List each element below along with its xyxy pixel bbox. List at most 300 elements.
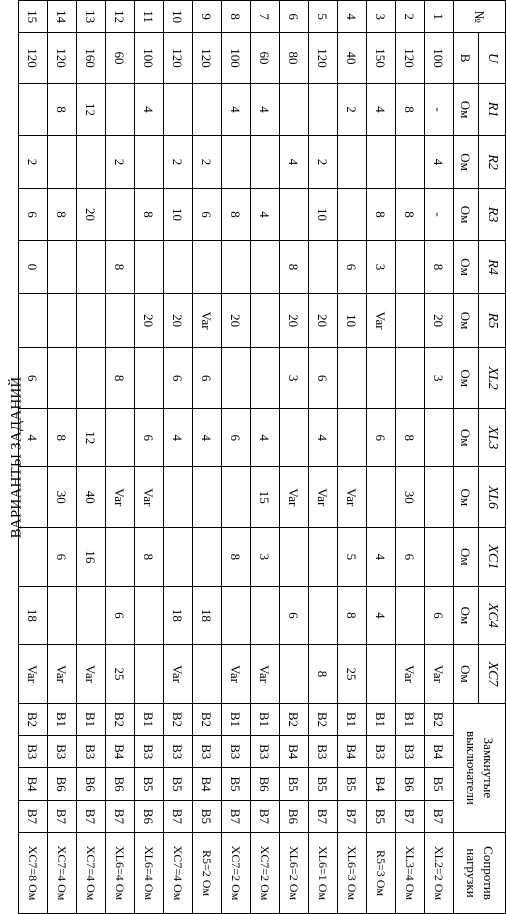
param-cell <box>135 645 164 704</box>
param-cell <box>135 241 164 294</box>
table-row <box>222 1 251 914</box>
param-cell: 3 <box>367 241 396 294</box>
switch-cell: В6 <box>135 800 164 832</box>
param-cell: 4 <box>425 136 454 189</box>
param-cell: 6 <box>193 348 222 409</box>
param-cell: 16 <box>77 528 106 587</box>
param-cell: 8 <box>106 348 135 409</box>
row-number: 2 <box>396 1 425 33</box>
param-cell <box>280 645 309 704</box>
header-xc7: XC7 <box>479 645 506 704</box>
param-cell: 4 <box>280 136 309 189</box>
param-cell <box>164 241 193 294</box>
param-cell: Var <box>48 645 77 704</box>
param-cell: 25 <box>338 645 367 704</box>
param-cell: Var <box>425 645 454 704</box>
row-number: 8 <box>222 1 251 33</box>
param-cell: 120 <box>19 33 48 83</box>
param-cell: 3 <box>251 528 280 587</box>
param-cell: 120 <box>309 33 338 83</box>
param-cell <box>77 136 106 189</box>
param-cell: 12 <box>77 408 106 467</box>
switch-cell: В7 <box>309 800 338 832</box>
param-cell: 0 <box>19 241 48 294</box>
table-row <box>193 1 222 914</box>
switch-cell: В6 <box>106 768 135 800</box>
switch-cell: В7 <box>19 800 48 832</box>
param-cell: 2 <box>338 83 367 136</box>
table-row <box>77 1 106 914</box>
unit-u: В <box>454 33 479 83</box>
param-cell <box>106 528 135 587</box>
switch-cell: В7 <box>77 800 106 832</box>
switch-cell: В7 <box>48 800 77 832</box>
switch-cell: В5 <box>309 768 338 800</box>
load-cell: XL3=4 Ом <box>396 833 425 914</box>
switch-cell: В3 <box>396 736 425 768</box>
param-cell <box>164 528 193 587</box>
param-cell: 20 <box>425 293 454 348</box>
param-cell <box>338 188 367 241</box>
switch-cell: В3 <box>222 736 251 768</box>
param-cell: 3 <box>425 348 454 409</box>
param-cell: 6 <box>135 408 164 467</box>
param-cell: 6 <box>193 188 222 241</box>
param-cell: 12 <box>77 83 106 136</box>
param-cell <box>338 408 367 467</box>
param-cell <box>19 83 48 136</box>
row-number: 15 <box>19 1 48 33</box>
param-cell <box>222 586 251 645</box>
header-r4: R4 <box>479 241 506 294</box>
switch-cell: В1 <box>338 703 367 735</box>
param-cell: 4 <box>222 83 251 136</box>
param-cell <box>222 348 251 409</box>
load-cell: XC7=2 Ом <box>251 833 280 914</box>
table-row <box>280 1 309 914</box>
param-cell <box>367 467 396 528</box>
table-row <box>396 1 425 914</box>
header-u: U <box>479 33 506 83</box>
unit-xc1: Ом <box>454 528 479 587</box>
row-number: 3 <box>367 1 396 33</box>
param-cell: Var <box>251 645 280 704</box>
param-cell: Var <box>106 467 135 528</box>
param-cell: 8 <box>280 241 309 294</box>
variants-table <box>18 0 506 914</box>
param-cell: 6 <box>309 348 338 409</box>
switch-cell: В5 <box>280 768 309 800</box>
param-cell: 4 <box>193 408 222 467</box>
load-cell: XC7=2 Ом <box>222 833 251 914</box>
param-cell: 4 <box>19 408 48 467</box>
param-cell: 6 <box>164 348 193 409</box>
param-cell <box>425 408 454 467</box>
param-cell <box>164 467 193 528</box>
switch-cell: В2 <box>106 703 135 735</box>
header-num: № <box>454 1 506 33</box>
param-cell: 20 <box>77 188 106 241</box>
row-number: 9 <box>193 1 222 33</box>
param-cell: 30 <box>48 467 77 528</box>
param-cell: 4 <box>309 408 338 467</box>
param-cell <box>106 188 135 241</box>
param-cell <box>19 467 48 528</box>
param-cell <box>367 645 396 704</box>
header-xl2: XL2 <box>479 348 506 409</box>
load-cell: XL6=1 Ом <box>309 833 338 914</box>
row-number: 1 <box>425 1 454 33</box>
param-cell: Var <box>367 293 396 348</box>
header-load: Сопротив нагрузки <box>454 833 506 914</box>
param-cell: 15 <box>251 467 280 528</box>
param-cell: 4 <box>367 528 396 587</box>
param-cell <box>193 645 222 704</box>
row-number: 14 <box>48 1 77 33</box>
load-cell: XL6=4 Ом <box>106 833 135 914</box>
unit-xc4: Ом <box>454 586 479 645</box>
param-cell: 8 <box>396 83 425 136</box>
table-row <box>309 1 338 914</box>
param-cell: 60 <box>251 33 280 83</box>
param-cell: 80 <box>280 33 309 83</box>
param-cell: 6 <box>19 188 48 241</box>
table-row <box>48 1 77 914</box>
param-cell: 18 <box>164 586 193 645</box>
unit-r2: Ом <box>454 136 479 189</box>
param-cell: 6 <box>48 528 77 587</box>
switch-cell: В5 <box>135 768 164 800</box>
param-cell: 120 <box>193 33 222 83</box>
param-cell: 2 <box>164 136 193 189</box>
param-cell <box>396 293 425 348</box>
param-cell <box>106 293 135 348</box>
param-cell: 8 <box>396 188 425 241</box>
param-cell: Var <box>135 467 164 528</box>
param-cell <box>106 83 135 136</box>
param-cell <box>164 83 193 136</box>
table-row <box>367 1 396 914</box>
param-cell: 6 <box>338 241 367 294</box>
param-cell <box>193 241 222 294</box>
table-row <box>251 1 280 914</box>
param-cell <box>135 586 164 645</box>
switch-cell: В7 <box>425 800 454 832</box>
param-cell: 6 <box>367 408 396 467</box>
param-cell: 100 <box>222 33 251 83</box>
switch-cell: В1 <box>251 703 280 735</box>
switch-cell: В3 <box>77 736 106 768</box>
switch-cell: В4 <box>280 736 309 768</box>
param-cell <box>77 241 106 294</box>
param-cell: - <box>425 83 454 136</box>
param-cell <box>77 293 106 348</box>
switch-cell: В6 <box>280 800 309 832</box>
header-row <box>479 1 506 914</box>
param-cell <box>251 348 280 409</box>
load-cell: XL6=4 Ом <box>135 833 164 914</box>
switch-cell: В4 <box>193 768 222 800</box>
param-cell: 4 <box>135 83 164 136</box>
unit-r5: Ом <box>454 293 479 348</box>
param-cell: 8 <box>396 408 425 467</box>
row-number: 7 <box>251 1 280 33</box>
switch-cell: В3 <box>19 736 48 768</box>
switch-cell: В2 <box>425 703 454 735</box>
param-cell <box>367 348 396 409</box>
switch-cell: В5 <box>222 768 251 800</box>
variants-table-wrap <box>25 0 506 914</box>
switch-cell: В5 <box>164 768 193 800</box>
switch-cell: В1 <box>48 703 77 735</box>
load-cell: XC7=8 Ом <box>19 833 48 914</box>
param-cell: Var <box>338 467 367 528</box>
switch-cell: В2 <box>309 703 338 735</box>
table-row <box>338 1 367 914</box>
param-cell: 10 <box>309 188 338 241</box>
param-cell <box>48 293 77 348</box>
param-cell: 8 <box>135 528 164 587</box>
switch-cell: В2 <box>19 703 48 735</box>
param-cell <box>396 241 425 294</box>
param-cell: 8 <box>222 528 251 587</box>
param-cell: Var <box>309 467 338 528</box>
param-cell: 6 <box>106 586 135 645</box>
table-row <box>425 1 454 914</box>
param-cell: Var <box>396 645 425 704</box>
param-cell <box>77 586 106 645</box>
param-cell <box>222 136 251 189</box>
param-cell: Var <box>164 645 193 704</box>
load-cell: XL6=3 Ом <box>338 833 367 914</box>
param-cell <box>19 528 48 587</box>
param-cell: 8 <box>309 645 338 704</box>
load-cell: XC7=4 Ом <box>48 833 77 914</box>
param-cell: 10 <box>338 293 367 348</box>
param-cell: 20 <box>222 293 251 348</box>
switch-cell: В5 <box>193 800 222 832</box>
row-number: 11 <box>135 1 164 33</box>
param-cell: 6 <box>19 348 48 409</box>
param-cell <box>48 586 77 645</box>
row-number: 12 <box>106 1 135 33</box>
param-cell: 6 <box>425 586 454 645</box>
switch-cell: В4 <box>19 768 48 800</box>
param-cell: 20 <box>135 293 164 348</box>
param-cell: 8 <box>48 83 77 136</box>
switch-cell: В1 <box>222 703 251 735</box>
param-cell: 6 <box>280 586 309 645</box>
header-xl3: XL3 <box>479 408 506 467</box>
param-cell <box>396 586 425 645</box>
param-cell: 30 <box>396 467 425 528</box>
switch-cell: В3 <box>309 736 338 768</box>
param-cell <box>48 136 77 189</box>
param-cell: Var <box>193 293 222 348</box>
param-cell <box>309 528 338 587</box>
param-cell <box>222 241 251 294</box>
param-cell <box>280 188 309 241</box>
param-cell: 4 <box>367 83 396 136</box>
switch-cell: В1 <box>77 703 106 735</box>
load-cell: XC7=4 Ом <box>164 833 193 914</box>
param-cell <box>251 136 280 189</box>
switch-cell: В5 <box>425 768 454 800</box>
param-cell <box>338 348 367 409</box>
param-cell <box>48 348 77 409</box>
param-cell: Var <box>19 645 48 704</box>
param-cell: 40 <box>77 467 106 528</box>
param-cell: 4 <box>164 408 193 467</box>
header-switches: Замкнутые выключатели <box>454 703 506 832</box>
param-cell <box>193 83 222 136</box>
switch-cell: В7 <box>164 800 193 832</box>
param-cell: Var <box>77 645 106 704</box>
row-number: 4 <box>338 1 367 33</box>
header-xc1: XC1 <box>479 528 506 587</box>
param-cell <box>309 83 338 136</box>
param-cell <box>309 586 338 645</box>
switch-cell: В7 <box>338 800 367 832</box>
unit-xl6: Ом <box>454 467 479 528</box>
param-cell <box>251 293 280 348</box>
param-cell <box>309 241 338 294</box>
table-row <box>19 1 48 914</box>
param-cell: 150 <box>367 33 396 83</box>
switch-cell: В7 <box>396 800 425 832</box>
param-cell: 8 <box>425 241 454 294</box>
param-cell: 2 <box>309 136 338 189</box>
switch-cell: В6 <box>77 768 106 800</box>
param-cell: 100 <box>425 33 454 83</box>
switch-cell: В1 <box>135 703 164 735</box>
load-cell: R5=2 Ом <box>193 833 222 914</box>
param-cell: 60 <box>106 33 135 83</box>
load-cell: XL6=2 Ом <box>280 833 309 914</box>
switch-cell: В3 <box>135 736 164 768</box>
param-cell: 18 <box>19 586 48 645</box>
switch-cell: В1 <box>367 703 396 735</box>
param-cell: 3 <box>280 348 309 409</box>
param-cell <box>367 136 396 189</box>
param-cell <box>251 586 280 645</box>
param-cell: 120 <box>164 33 193 83</box>
param-cell <box>106 408 135 467</box>
switch-cell: В7 <box>251 800 280 832</box>
header-r2: R2 <box>479 136 506 189</box>
switch-cell: В5 <box>367 800 396 832</box>
switch-cell: В2 <box>164 703 193 735</box>
param-cell: 2 <box>106 136 135 189</box>
switch-cell: В4 <box>367 768 396 800</box>
switch-cell: В4 <box>425 736 454 768</box>
param-cell: 5 <box>338 528 367 587</box>
load-cell: XL2=2 Ом <box>425 833 454 914</box>
param-cell: 160 <box>77 33 106 83</box>
param-cell <box>425 467 454 528</box>
param-cell <box>135 348 164 409</box>
param-cell <box>280 83 309 136</box>
switch-cell: В7 <box>222 800 251 832</box>
param-cell <box>48 241 77 294</box>
row-number: 10 <box>164 1 193 33</box>
unit-r1: Ом <box>454 83 479 136</box>
row-number: 13 <box>77 1 106 33</box>
switch-cell: В7 <box>106 800 135 832</box>
switch-cell: В3 <box>164 736 193 768</box>
param-cell <box>425 528 454 587</box>
header-xl6: XL6 <box>479 467 506 528</box>
param-cell: 120 <box>396 33 425 83</box>
param-cell: 18 <box>193 586 222 645</box>
table-row <box>135 1 164 914</box>
param-cell <box>338 136 367 189</box>
param-cell: 10 <box>164 188 193 241</box>
param-cell: 8 <box>48 188 77 241</box>
param-cell: 2 <box>193 136 222 189</box>
param-cell: 20 <box>309 293 338 348</box>
param-cell: 2 <box>19 136 48 189</box>
header-r3: R3 <box>479 188 506 241</box>
param-cell <box>193 528 222 587</box>
switch-cell: В3 <box>367 736 396 768</box>
param-cell <box>77 348 106 409</box>
row-number: 5 <box>309 1 338 33</box>
param-cell: 6 <box>396 528 425 587</box>
switch-cell: В3 <box>48 736 77 768</box>
param-cell <box>193 467 222 528</box>
switch-cell: В1 <box>396 703 425 735</box>
switch-cell: В2 <box>193 703 222 735</box>
param-cell <box>19 293 48 348</box>
param-cell: 20 <box>280 293 309 348</box>
table-row <box>164 1 193 914</box>
load-cell: R5=3 Ом <box>367 833 396 914</box>
switch-cell: В3 <box>251 736 280 768</box>
param-cell: 20 <box>164 293 193 348</box>
param-cell: 6 <box>222 408 251 467</box>
load-cell: XC7=4 Ом <box>77 833 106 914</box>
param-cell <box>280 528 309 587</box>
param-cell: 4 <box>367 586 396 645</box>
header-r1: R1 <box>479 83 506 136</box>
param-cell: 8 <box>367 188 396 241</box>
unit-r4: Ом <box>454 241 479 294</box>
header-r5: R5 <box>479 293 506 348</box>
param-cell: 8 <box>106 241 135 294</box>
unit-xl3: Ом <box>454 408 479 467</box>
param-cell <box>135 136 164 189</box>
param-cell <box>222 467 251 528</box>
param-cell: Var <box>280 467 309 528</box>
param-cell <box>396 348 425 409</box>
param-cell: 8 <box>338 586 367 645</box>
param-cell: 8 <box>135 188 164 241</box>
switch-cell: В6 <box>396 768 425 800</box>
param-cell <box>251 241 280 294</box>
param-cell: 4 <box>251 83 280 136</box>
row-number: 6 <box>280 1 309 33</box>
page-title: ВАРИАНТЫ ЗАДАНИЙ <box>8 376 25 538</box>
param-cell: - <box>425 188 454 241</box>
param-cell: 8 <box>48 408 77 467</box>
unit-r3: Ом <box>454 188 479 241</box>
param-cell: 4 <box>251 408 280 467</box>
param-cell: 100 <box>135 33 164 83</box>
switch-cell: В2 <box>280 703 309 735</box>
switch-cell: В4 <box>106 736 135 768</box>
param-cell <box>396 136 425 189</box>
